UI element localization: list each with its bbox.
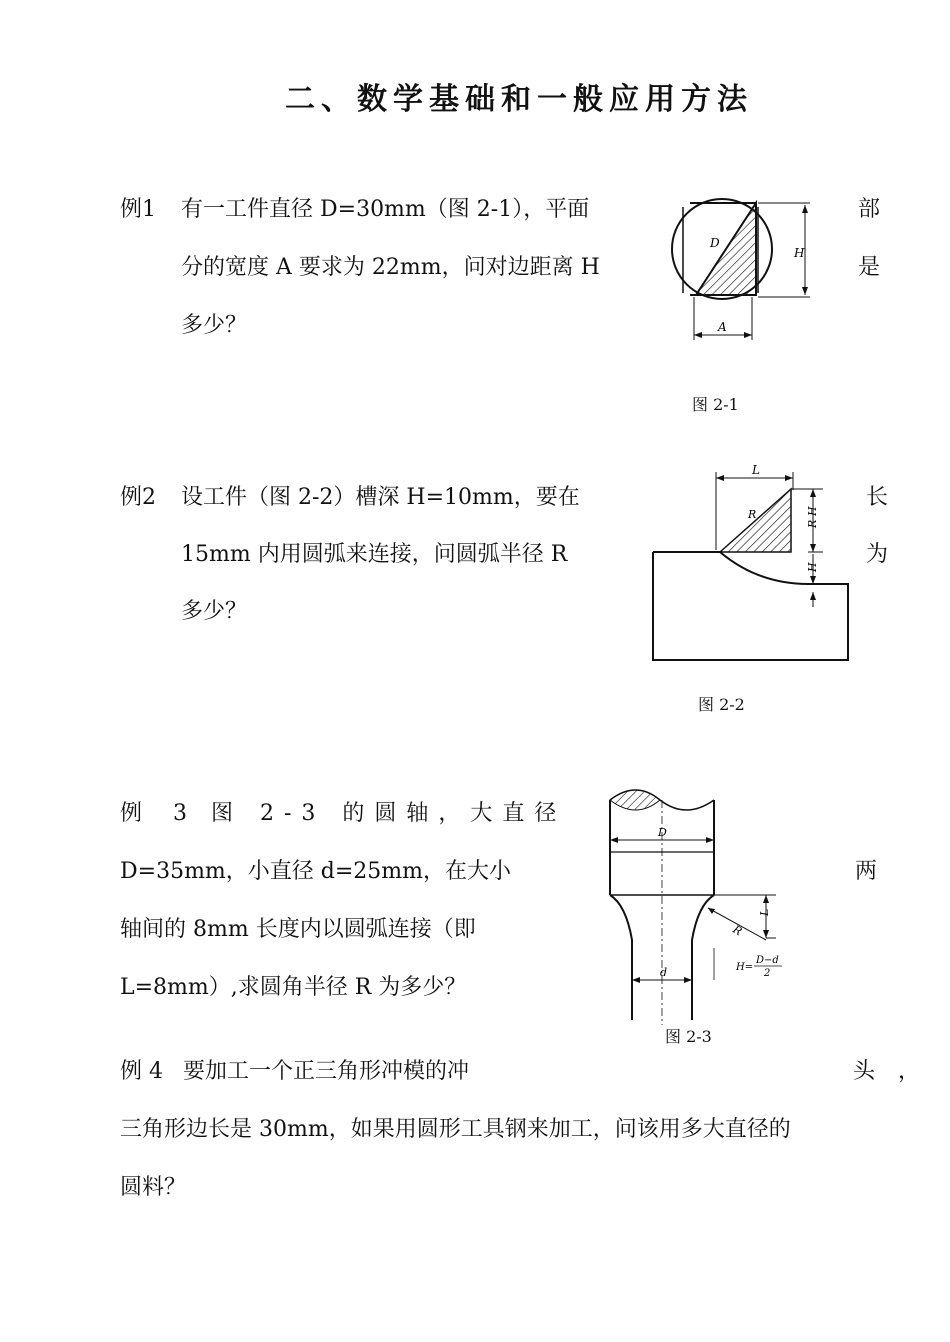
example2-line2: 15mm 内用圆弧来连接，问圆弧半径 R	[181, 542, 568, 567]
fig2-label-h: H	[806, 562, 819, 572]
figure-2-3-caption: 图 2-3	[665, 1027, 712, 1046]
fig3-frac-num: D−d	[756, 955, 779, 966]
figure-2-1-caption: 图 2-1	[692, 395, 739, 414]
fig3-label-r: R	[730, 922, 745, 939]
example3-line4: L=8mm）,求圆角半径 R 为多少？	[120, 975, 467, 1000]
figure-2-2	[648, 462, 858, 667]
fig3-frac-den: 2	[764, 968, 771, 979]
fig1-label-a: A	[718, 320, 727, 334]
fig1-label-d: D	[710, 236, 720, 250]
example4-line1: 要加工一个正三角形冲模的冲	[183, 1059, 470, 1084]
example3-label: 例 3	[120, 801, 199, 826]
fig2-label-rh: R-H	[806, 506, 819, 528]
example4-line2: 三角形边长是 30mm，如果用圆形工具钢来加工，问该用多大直径的	[120, 1117, 791, 1142]
example4-label: 例 4	[120, 1059, 163, 1084]
example1-line1-end: 部	[858, 197, 881, 222]
example3-line3: 轴间的 8mm 长度内以圆弧连接（即	[120, 917, 476, 942]
fig1-label-h: H	[794, 246, 805, 260]
example4-line3: 圆料？	[120, 1175, 187, 1200]
fig3-label-l: L	[758, 908, 771, 916]
example3-line2: D=35mm，小直径 d=25mm，在大小	[120, 859, 512, 884]
example2-line1: 设工件（图 2-2）槽深 H=10mm，要在	[181, 485, 580, 510]
figure-2-1	[660, 185, 850, 345]
fig3-label-h: H=	[736, 962, 754, 973]
page-title: 二、数学基础和一般应用方法	[285, 82, 753, 117]
example4-line1-end: 头	[853, 1059, 876, 1084]
example2-label: 例2	[120, 485, 156, 510]
example1-line2-end: 是	[858, 255, 881, 280]
example1-line3: 多少？	[181, 313, 248, 338]
figure-2-2-caption: 图 2-2	[698, 695, 745, 714]
example3-line2-end: 两	[855, 859, 878, 884]
figure-2-3	[596, 780, 806, 1030]
example1-line2: 分的宽度 A 要求为 22mm，问对边距离 H	[181, 255, 600, 280]
fig3-label-big-d: D	[658, 826, 667, 839]
example3-line1: 图 2-3 的圆轴，大直径	[211, 801, 567, 826]
fig2-label-l: L	[752, 463, 760, 477]
fig3-label-small-d: d	[660, 966, 668, 979]
example4-line1-comma: ，	[898, 1059, 921, 1084]
example2-line2-end: 为	[866, 542, 889, 567]
example2-line3: 多少？	[181, 599, 248, 624]
fig2-label-r: R	[748, 508, 757, 521]
example2-line1-end: 长	[866, 485, 889, 510]
example1-line1: 有一工件直径 D=30mm（图 2-1），平面	[181, 197, 590, 222]
example1-label: 例1	[120, 197, 156, 222]
